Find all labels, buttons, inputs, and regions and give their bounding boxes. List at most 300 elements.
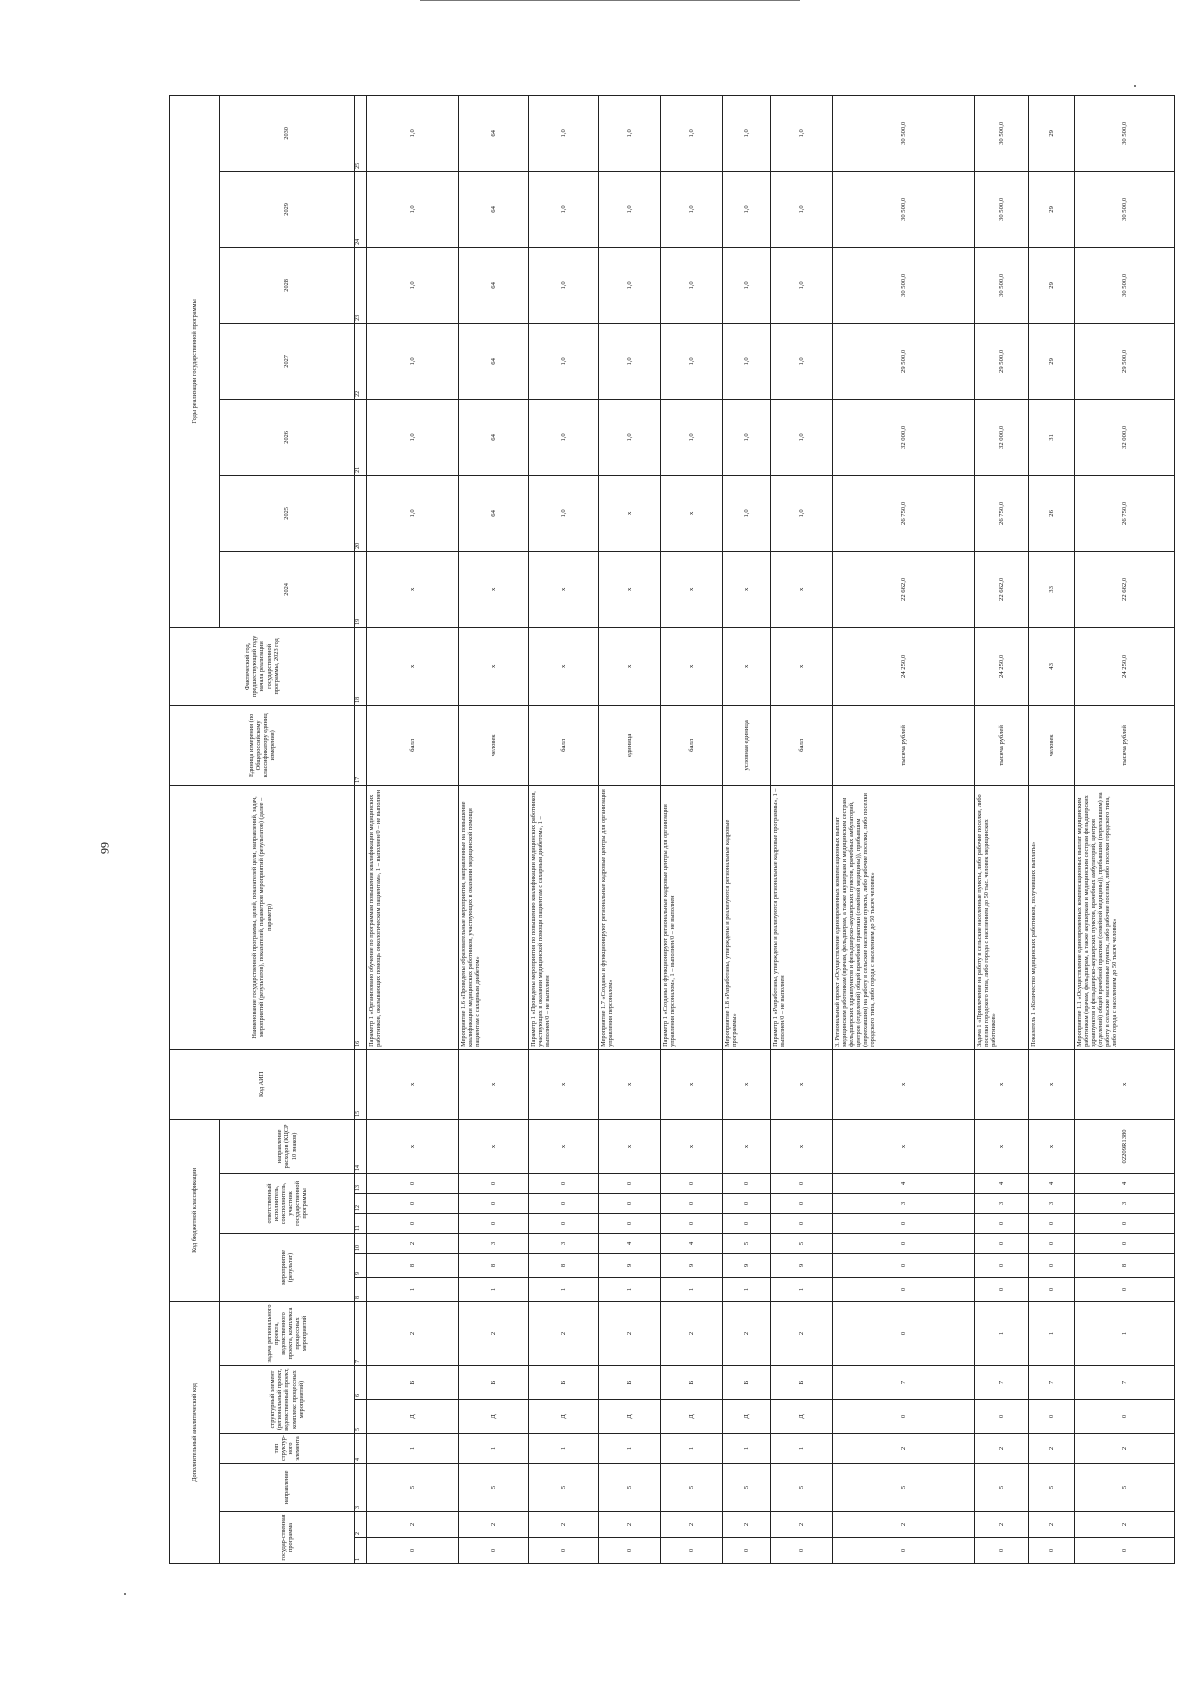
rotated-table-canvas (169, 116, 1128, 1564)
code-cell: х (1029, 1119, 1075, 1173)
code-cell: 0 (529, 1213, 599, 1233)
value-cell: х (459, 551, 529, 627)
name-cell: Задача 1 «Привлечение на работу в сельские населенные пункты, либо рабочие поселки, либо поселки городского типа, либо города с населением до 50 тыс. человек медицинских работников» (975, 785, 1029, 1049)
column-number: 18 (355, 627, 367, 705)
unit-cell: балл (529, 705, 599, 785)
code-cell: 0 (1075, 1233, 1175, 1253)
code-cell: 5 (529, 1464, 599, 1512)
table-row (771, 95, 833, 1563)
code-cell: 0 (1029, 1253, 1075, 1277)
value-cell: 30 500,0 (833, 247, 975, 323)
code-cell: 2 (975, 1434, 1029, 1464)
value-cell: 30 500,0 (833, 95, 975, 171)
table-row (599, 95, 661, 1563)
code-cell: 1 (661, 1434, 723, 1464)
code-cell: 0 (723, 1173, 771, 1193)
code-cell: 1 (367, 1277, 459, 1301)
name-cell: Параметр 1 «Созданы и функционируют региональные кадровые центры для организации управления персоналом», 1 – выполнен/0 – не выполнен (661, 785, 723, 1049)
value-cell: 22 662,0 (975, 551, 1029, 627)
code-cell: 5 (771, 1233, 833, 1253)
column-number: 14 (355, 1119, 367, 1173)
code-cell: 5 (723, 1233, 771, 1253)
code-cell: 0 (459, 1193, 529, 1213)
value-cell: х (661, 551, 723, 627)
code-cell: Б (723, 1366, 771, 1400)
scan-dot (1134, 85, 1136, 87)
code-cell: 7 (833, 1366, 975, 1400)
value-cell: х (599, 551, 661, 627)
code-cell: 2 (459, 1512, 529, 1538)
code-cell: 0 (771, 1538, 833, 1564)
code-cell: 1 (975, 1301, 1029, 1365)
header-task: задача регионального проекта, ведомственного проекта, комплекса процессных мероприятий (220, 1301, 355, 1365)
value-cell: 1,0 (529, 475, 599, 551)
value-cell: 1,0 (599, 399, 661, 475)
header-name: Наименование государственной программы, целей, показателей цели, направлений, задач, мероприятий (результатов), показателей, параметров мероприятий (результатов) (далее – параметр) (170, 785, 355, 1049)
code-cell: 0 (599, 1193, 661, 1213)
code-cell: 1 (1029, 1301, 1075, 1365)
code-cell: 9 (661, 1253, 723, 1277)
code-cell: 5 (1029, 1464, 1075, 1512)
code-cell: 2 (661, 1512, 723, 1538)
code-cell: х (367, 1049, 459, 1119)
code-cell: х (771, 1049, 833, 1119)
header-year: 2030 (220, 95, 355, 171)
code-cell: 0 (367, 1193, 459, 1213)
code-cell: 0 (833, 1213, 975, 1233)
table-row (1029, 95, 1075, 1563)
code-cell: 1 (1075, 1301, 1175, 1365)
header-state-program: государ-ственная программа (220, 1512, 355, 1564)
value-cell: х (459, 627, 529, 705)
column-number: 21 (355, 399, 367, 475)
value-cell: 1,0 (661, 323, 723, 399)
code-cell: 0 (771, 1213, 833, 1233)
value-cell: 29 (1029, 323, 1075, 399)
code-cell: 2 (1075, 1434, 1175, 1464)
code-cell: 2 (459, 1301, 529, 1365)
code-cell: 0 (367, 1538, 459, 1564)
code-cell: 5 (771, 1464, 833, 1512)
header-direction: направление (220, 1464, 355, 1512)
code-cell: 0 (661, 1193, 723, 1213)
code-cell: х (975, 1119, 1029, 1173)
value-cell: х (529, 551, 599, 627)
header-row-1 (170, 95, 220, 1563)
code-cell: 0 (833, 1301, 975, 1365)
code-cell: 0 (1029, 1213, 1075, 1233)
code-cell: 0 (833, 1233, 975, 1253)
value-cell: 1,0 (529, 95, 599, 171)
value-cell: 1,0 (367, 323, 459, 399)
code-cell: 0 (723, 1213, 771, 1233)
unit-cell: балл (367, 705, 459, 785)
code-cell: 8 (1075, 1253, 1175, 1277)
code-cell: 7 (1075, 1366, 1175, 1400)
value-cell: 31 (1029, 399, 1075, 475)
column-number-row (355, 95, 367, 1563)
value-cell: 1,0 (723, 323, 771, 399)
column-number: 4 (355, 1434, 367, 1464)
column-number: 13 (355, 1173, 367, 1193)
code-cell: 5 (459, 1464, 529, 1512)
value-cell: 1,0 (771, 323, 833, 399)
header-budget-classification: Код бюджетной классификации (170, 1119, 220, 1301)
value-cell: х (367, 551, 459, 627)
code-cell: 0 (833, 1277, 975, 1301)
code-cell: 0 (529, 1193, 599, 1213)
code-cell: 0 (599, 1213, 661, 1233)
column-number: 12 (355, 1193, 367, 1213)
code-cell: Б (367, 1366, 459, 1400)
header-aip-code: Код АИП (170, 1049, 355, 1119)
value-cell: 1,0 (723, 171, 771, 247)
code-cell: 8 (459, 1253, 529, 1277)
value-cell: 32 000,0 (833, 399, 975, 475)
code-cell: Д (723, 1400, 771, 1434)
code-cell: 0 (599, 1173, 661, 1193)
code-cell: Б (771, 1366, 833, 1400)
code-cell: х (599, 1049, 661, 1119)
code-cell: 5 (833, 1464, 975, 1512)
code-cell: х (661, 1049, 723, 1119)
code-cell: 2 (367, 1233, 459, 1253)
code-cell: 2 (723, 1301, 771, 1365)
value-cell: х (771, 551, 833, 627)
value-cell: 1,0 (723, 475, 771, 551)
code-cell: х (771, 1119, 833, 1173)
scan-line-top (420, 0, 800, 1)
value-cell: 22 662,0 (833, 551, 975, 627)
header-element-type: тип структур-ного элемента (220, 1434, 355, 1464)
code-cell: Б (661, 1366, 723, 1400)
code-cell: 0 (975, 1400, 1029, 1434)
code-cell: 9 (771, 1253, 833, 1277)
table-row (367, 95, 459, 1563)
code-cell: х (529, 1119, 599, 1173)
value-cell: 1,0 (529, 399, 599, 475)
code-cell: 2 (723, 1512, 771, 1538)
code-cell: 5 (599, 1464, 661, 1512)
table-row (1075, 95, 1175, 1563)
value-cell: 24 250,0 (833, 627, 975, 705)
value-cell: 1,0 (367, 475, 459, 551)
code-cell: х (599, 1119, 661, 1173)
code-cell: х (723, 1049, 771, 1119)
code-cell: 5 (1075, 1464, 1175, 1512)
code-cell: х (723, 1119, 771, 1173)
column-number: 17 (355, 705, 367, 785)
code-cell: 1 (771, 1434, 833, 1464)
value-cell: 1,0 (367, 95, 459, 171)
unit-cell: человек (459, 705, 529, 785)
table-row (833, 95, 975, 1563)
value-cell: 29 500,0 (975, 323, 1029, 399)
column-number: 3 (355, 1464, 367, 1512)
code-cell: 0 (975, 1233, 1029, 1253)
code-cell: 3 (833, 1193, 975, 1213)
value-cell: 1,0 (529, 323, 599, 399)
header-year: 2029 (220, 171, 355, 247)
value-cell: 1,0 (599, 171, 661, 247)
code-cell: х (529, 1049, 599, 1119)
code-cell: 5 (661, 1464, 723, 1512)
code-cell: Д (661, 1400, 723, 1434)
code-cell: 1 (367, 1434, 459, 1464)
code-cell: 02209R1380 (1075, 1119, 1175, 1173)
name-cell: Параметр 1 «Проведены мероприятия по повышению квалификации медицинских работников, участвующих в оказании медицинской помощи пациентам с сахарным диабетом», 1 – выполнен/0 – не выполнен (529, 785, 599, 1049)
code-cell: 2 (599, 1512, 661, 1538)
code-cell: 0 (771, 1193, 833, 1213)
code-cell: 1 (723, 1434, 771, 1464)
unit-cell: балл (661, 705, 723, 785)
value-cell: 30 500,0 (975, 171, 1029, 247)
header-year: 2027 (220, 323, 355, 399)
code-cell: Д (459, 1400, 529, 1434)
column-number: 8 (355, 1277, 367, 1301)
value-cell: 22 662,0 (1075, 551, 1175, 627)
value-cell: 29 500,0 (1075, 323, 1175, 399)
code-cell: 0 (771, 1173, 833, 1193)
code-cell: 0 (723, 1193, 771, 1213)
value-cell: 32 000,0 (1075, 399, 1175, 475)
value-cell: 30 500,0 (1075, 171, 1175, 247)
header-year: 2028 (220, 247, 355, 323)
code-cell: Б (529, 1366, 599, 1400)
code-cell: 0 (1075, 1213, 1175, 1233)
value-cell: х (723, 551, 771, 627)
value-cell: 1,0 (599, 95, 661, 171)
code-cell: х (367, 1119, 459, 1173)
code-cell: 0 (367, 1213, 459, 1233)
header-actual-prev-year: Фактический год, предшествующий году начала реализации государственной программы, 2023 год (170, 627, 355, 705)
code-cell: 2 (1075, 1512, 1175, 1538)
unit-cell: тысяча рублей (975, 705, 1029, 785)
code-cell: 8 (367, 1253, 459, 1277)
column-number: 7 (355, 1301, 367, 1365)
value-cell: 26 (1029, 475, 1075, 551)
code-cell: 3 (1029, 1193, 1075, 1213)
code-cell: 0 (661, 1213, 723, 1233)
column-number: 2 (355, 1512, 367, 1538)
code-cell: 0 (1075, 1400, 1175, 1434)
code-cell: 1 (529, 1434, 599, 1464)
code-cell: 2 (771, 1512, 833, 1538)
value-cell: 1,0 (661, 399, 723, 475)
code-cell: 2 (529, 1512, 599, 1538)
code-cell: 7 (975, 1366, 1029, 1400)
name-cell: Параметр 1 «Разработаны, утверждены и реализуются региональные кадровые программы», 1 – выполнен/0 – не выполнен (771, 785, 833, 1049)
header-years-group: Годы реализации государственной программы (170, 95, 220, 627)
value-cell: 29 (1029, 247, 1075, 323)
column-number: 15 (355, 1049, 367, 1119)
code-cell: 3 (529, 1233, 599, 1253)
value-cell: 30 500,0 (1075, 95, 1175, 171)
value-cell: 1,0 (367, 171, 459, 247)
value-cell: 1,0 (771, 399, 833, 475)
code-cell: 4 (1075, 1173, 1175, 1193)
value-cell: 32 000,0 (975, 399, 1029, 475)
value-cell: 1,0 (367, 399, 459, 475)
code-cell: 5 (367, 1464, 459, 1512)
name-cell: Мероприятие 1.6 «Проведены образовательные мероприятия, направленные на повышение квалификации медицинских работников, участвующих в оказании медицинской помощи пациентам с сахарным диабетом» (459, 785, 529, 1049)
program-table (169, 95, 1175, 1564)
header-analytic-code: Дополнительный аналитический код (170, 1301, 220, 1563)
code-cell: 1 (599, 1277, 661, 1301)
name-cell: Мероприятие 1.8 «Разработаны, утверждены и реализуются региональные кадровые программы» (723, 785, 771, 1049)
value-cell: х (771, 627, 833, 705)
table-row (661, 95, 723, 1563)
column-number: 5 (355, 1400, 367, 1434)
value-cell: 1,0 (723, 247, 771, 323)
value-cell: 26 750,0 (1075, 475, 1175, 551)
header-expense-direction: направление расходов (КЦСР 10 знаков) (220, 1119, 355, 1173)
code-cell: 1 (459, 1277, 529, 1301)
name-cell: Параметр 1 «Организовано обучение по программам повышения квалификации медицинских работников, оказывающих помощь онкологическим пациентам», 1 – выполнен/0 – не выполнен (367, 785, 459, 1049)
code-cell: 3 (975, 1193, 1029, 1213)
value-cell: х (599, 627, 661, 705)
value-cell: 64 (459, 323, 529, 399)
code-cell: х (1029, 1049, 1075, 1119)
code-cell: 2 (661, 1301, 723, 1365)
value-cell: 29 500,0 (833, 323, 975, 399)
value-cell: 24 250,0 (975, 627, 1029, 705)
value-cell: 1,0 (723, 399, 771, 475)
code-cell: 2 (367, 1301, 459, 1365)
scan-dot (124, 1593, 126, 1595)
code-cell: 5 (975, 1464, 1029, 1512)
value-cell: 1,0 (661, 171, 723, 247)
code-cell: 2 (1029, 1512, 1075, 1538)
table-body (367, 95, 1175, 1563)
code-cell: 0 (1029, 1277, 1075, 1301)
value-cell: 1,0 (661, 247, 723, 323)
code-cell: 7 (1029, 1366, 1075, 1400)
value-cell: 1,0 (529, 247, 599, 323)
unit-cell: балл (771, 705, 833, 785)
value-cell: 1,0 (771, 171, 833, 247)
table-row (975, 95, 1029, 1563)
code-cell: 0 (975, 1213, 1029, 1233)
column-number: 24 (355, 171, 367, 247)
column-number: 9 (355, 1253, 367, 1277)
code-cell: х (1075, 1049, 1175, 1119)
value-cell: 30 500,0 (833, 171, 975, 247)
code-cell: 0 (459, 1213, 529, 1233)
value-cell: 29 (1029, 95, 1075, 171)
code-cell: 2 (833, 1512, 975, 1538)
name-cell: Показатель 1 «Количество медицинских работников, получивших выплаты» (1029, 785, 1075, 1049)
value-cell: 1,0 (771, 95, 833, 171)
code-cell: 9 (723, 1253, 771, 1277)
code-cell: 0 (975, 1538, 1029, 1564)
header-year: 2026 (220, 399, 355, 475)
code-cell: 0 (1029, 1233, 1075, 1253)
code-cell: 2 (367, 1512, 459, 1538)
column-number: 16 (355, 785, 367, 1049)
code-cell: Д (367, 1400, 459, 1434)
page-number: 99 (97, 842, 112, 854)
code-cell: 2 (975, 1512, 1029, 1538)
code-cell: 0 (1075, 1277, 1175, 1301)
code-cell: 4 (1029, 1173, 1075, 1193)
value-cell: х (599, 475, 661, 551)
header-structural-element: структурный элемент (региональный проект, ведомственный проект, комплекс процессных мероприятий) (220, 1366, 355, 1434)
column-number: 25 (355, 95, 367, 171)
code-cell: х (833, 1049, 975, 1119)
value-cell: 64 (459, 171, 529, 247)
value-cell: 1,0 (599, 247, 661, 323)
name-cell: 3. Региональный проект «Осуществление единовременных компенсационных выплат медицинским работникам (врачам, фельдшерам, а также акушеркам и медицинским сестрам фельдшерских здравпунктов и фельдшерско-акушерских пунктов, врачебных амбулаторий, центров (отделений) общей врачебной практики (семейной медицины)), прибывшим (переехавшим) на работу в сельские населенные пункты, либо рабочие поселки, либо поселки городского типа, либо города с населением до 50 тысяч человек» (833, 785, 975, 1049)
code-cell: 2 (771, 1301, 833, 1365)
code-cell: 0 (833, 1253, 975, 1277)
code-cell: 3 (459, 1233, 529, 1253)
code-cell: 0 (975, 1253, 1029, 1277)
code-cell: х (661, 1119, 723, 1173)
column-number: 22 (355, 323, 367, 399)
value-cell: 29 (1029, 171, 1075, 247)
code-cell: 0 (599, 1538, 661, 1564)
code-cell: 4 (975, 1173, 1029, 1193)
code-cell: 5 (723, 1464, 771, 1512)
column-number: 11 (355, 1213, 367, 1233)
unit-cell: человек (1029, 705, 1075, 785)
code-cell: 4 (599, 1233, 661, 1253)
table-row (459, 95, 529, 1563)
code-cell: 2 (833, 1434, 975, 1464)
code-cell: 0 (1029, 1538, 1075, 1564)
column-number: 20 (355, 475, 367, 551)
code-cell: Д (529, 1400, 599, 1434)
code-cell: х (833, 1119, 975, 1173)
value-cell: 64 (459, 399, 529, 475)
code-cell: х (459, 1049, 529, 1119)
code-cell: 1 (661, 1277, 723, 1301)
code-cell: 0 (1075, 1538, 1175, 1564)
code-cell: 8 (529, 1253, 599, 1277)
value-cell: х (367, 627, 459, 705)
name-cell: Мероприятие 1.1 «Осуществление единовременных компенсационных выплат медицинским работникам (врачам, фельдшерам, а также акушеркам и медицинским сестрам фельдшерских здравпунктов и фельдшерско-акушерских пунктов, врачебных амбулаторий, центров (отделений) общей врачебной практики (семейной медицины)), прибывшим (переехавшим) на работу в сельские населенные пункты, либо рабочие поселки, либо поселки городского типа, либо города с населением до 50 тысяч человек» (1075, 785, 1175, 1049)
value-cell: 30 500,0 (975, 95, 1029, 171)
value-cell: 30 500,0 (1075, 247, 1175, 323)
column-number: 23 (355, 247, 367, 323)
header-year: 2025 (220, 475, 355, 551)
value-cell: 33 (1029, 551, 1075, 627)
code-cell: 0 (833, 1400, 975, 1434)
header-year: 2024 (220, 551, 355, 627)
code-cell: 1 (529, 1277, 599, 1301)
unit-cell: тысяча рублей (833, 705, 975, 785)
code-cell: 0 (367, 1173, 459, 1193)
code-cell: 1 (723, 1277, 771, 1301)
code-cell: 0 (529, 1173, 599, 1193)
header-unit: Единица измерения (по Общероссийскому классификатору единиц измерения) (170, 705, 355, 785)
column-number: 10 (355, 1233, 367, 1253)
column-number: 19 (355, 551, 367, 627)
unit-cell: условная единица (723, 705, 771, 785)
code-cell: х (975, 1049, 1029, 1119)
value-cell: 1,0 (661, 95, 723, 171)
value-cell: х (529, 627, 599, 705)
value-cell: х (661, 475, 723, 551)
code-cell: 0 (529, 1538, 599, 1564)
code-cell: 0 (833, 1538, 975, 1564)
name-cell: Мероприятие 1.7 «Созданы и функционируют региональные кадровые центры для организации управления персоналом» (599, 785, 661, 1049)
document-table-container (169, 116, 1128, 1564)
unit-cell: тысяча рублей (1075, 705, 1175, 785)
column-number: 1 (355, 1538, 367, 1564)
code-cell: 0 (661, 1173, 723, 1193)
